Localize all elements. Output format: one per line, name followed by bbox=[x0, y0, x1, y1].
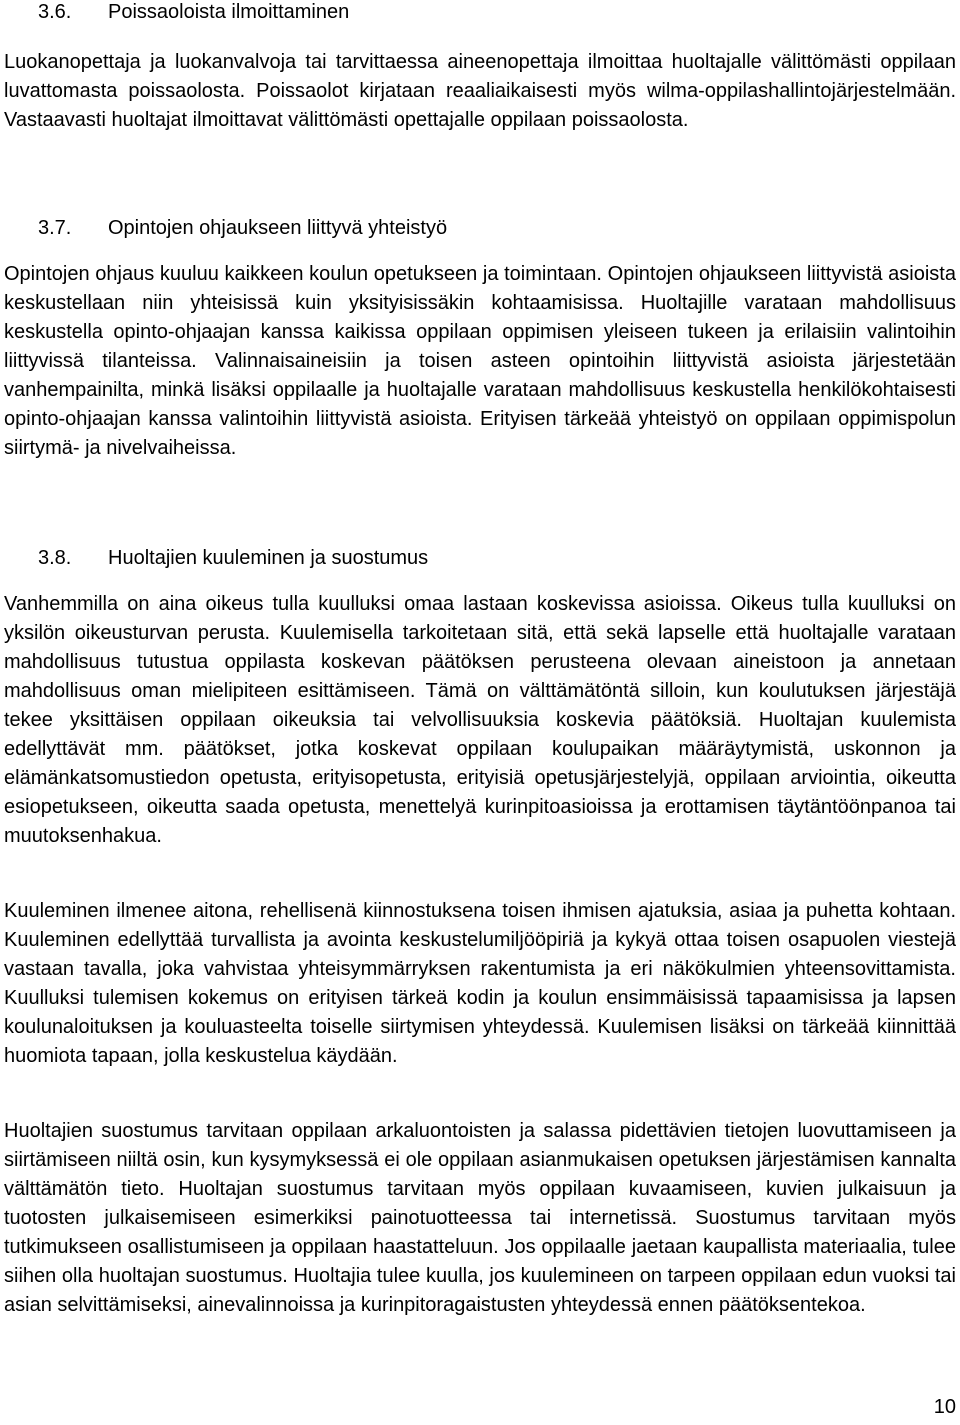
paragraph: Luokanopettaja ja luokanvalvoja tai tarvittaessa aineenopettaja ilmoittaa huoltajalle välittömästi oppilaan luvattomasta poissaolosta. Poissaolot kirjataan reaaliaikaisesti myös wilma-oppilashallintojärjestelmään. Vastaavasti huoltajat ilmoittavat välittömästi opettajalle oppilaan poissaolosta. bbox=[4, 51, 956, 131]
page-number: 10 bbox=[933, 1396, 956, 1418]
section-title: Huoltajien kuuleminen ja suostumus bbox=[108, 547, 429, 569]
paragraph: Vanhemmilla on aina oikeus tulla kuulluksi omaa lastaan koskevissa asioissa. Oikeus tulla kuulluksi on yksilön oikeusturvan perusta. Kuulemisella tarkoitetaan sitä, että sekä lapselle että huoltajalle varataan mahdollisuus tutustua oppilasta koskevan päätöksen perusteena olevaan aineistoon ja annetaan mahdollisuus oman mielipiteen esittämiseen. Tämä on välttämätöntä silloin, kun koulutuksen järjestäjä tekee yksittäisen oppilaan oikeuksia tai velvollisuuksia koskevia päätöksiä. Huoltajan kuulemista edellyttävät mm. päätökset, jotka koskevat oppilaan koulupaikan määräytymistä, uskonnon ja elämänkatsomustiedon opetusta, erityisopetusta, erityisiä opetusjärjestelyjä, oppilaan arviointia, oikeutta esiopetukseen, oikeutta saada opetusta, menettelyä kurinpitoasioissa ja erottamisen täytäntöönpanoa tai muutoksenhakua. bbox=[4, 593, 956, 847]
paragraph: Opintojen ohjaus kuuluu kaikkeen koulun opetukseen ja toimintaan. Opintojen ohjaukseen liittyvistä asioista keskustellaan niin yhteisissä kuin yksityisissäkin kohtaamisissa. Huoltajille varataan mahdollisuus keskustella opinto-ohjaajan kanssa kaikissa oppilaan oppimisen yleiseen tukeen ja erilaisiin valintoihin liittyvissä tilanteissa. Valinnaisaineisiin ja toisen asteen opintoihin liittyvistä asioista järjestetään vanhempainilta, minkä lisäksi oppilaalle ja huoltajalle varataan mahdollisuus keskustella henkilökohtaisesti opinto-ohjaajan kanssa valintoihin liittyvistä asioista. Erityisen tärkeää yhteistyö on oppilaan oppimispolun siirtymä- ja nivelvaiheissa. bbox=[4, 263, 956, 459]
section-number: 3.8. bbox=[38, 547, 72, 569]
section-title: Opintojen ohjaukseen liittyvä yhteistyö bbox=[108, 217, 448, 239]
paragraph: Huoltajien suostumus tarvitaan oppilaan arkaluontoisten ja salassa pidettävien tietojen luovuttamiseen ja siirtämiseen niiltä osin, kun kysymyksessä ei ole oppilaan asianmukaisen opetuksen järjestämisen kannalta välttämätön tieto. Huoltajan suostumus tarvitaan myös oppilaan kuvaamiseen, kuvien julkaisuun ja tuotosten julkaisemiseen esimerkiksi painotuotteessa tai internetissä. Suostumus tarvitaan myös tutkimukseen osallistumiseen ja oppilaan haastatteluun. Jos oppilaalle jaetaan kaupallista materiaalia, tulee siihen olla huoltajan suostumus. Huoltajia tulee kuulla, jos kuulemineen on tarpeen oppilaan edun vuoksi tai asian selvittämiseksi, ainevalinnoissa ja kurinpitoragaistusten yhteydessä ennen päätöksentekoa. bbox=[4, 1120, 956, 1316]
section-number: 3.6. bbox=[38, 1, 72, 23]
section-number: 3.7. bbox=[38, 217, 72, 239]
section-title: Poissaoloista ilmoittaminen bbox=[108, 1, 350, 23]
paragraph: Kuuleminen ilmenee aitona, rehellisenä kiinnostuksena toisen ihmisen ajatuksia, asiaa ja puhetta kohtaan. Kuuleminen edellyttää turvallista ja avointa keskustelumiljööpiriä ja kykyä ottaa toisen osapuolen viestejä vastaan tavalla, joka vahvistaa yhteisymmärryksen rakentumista ja eri näkökulmien yhteensovittamista. Kuulluksi tulemisen kokemus on erityisen tärkeä kodin ja koulun ensimmäisissä tapaamisissa ja lapsen koulunaloituksen ja kouluasteelta toiselle siirtymisen yhteydessä. Kuulemisen lisäksi on tärkeää kiinnittää huomiota tapaan, jolla keskustelua käydään. bbox=[4, 900, 956, 1067]
